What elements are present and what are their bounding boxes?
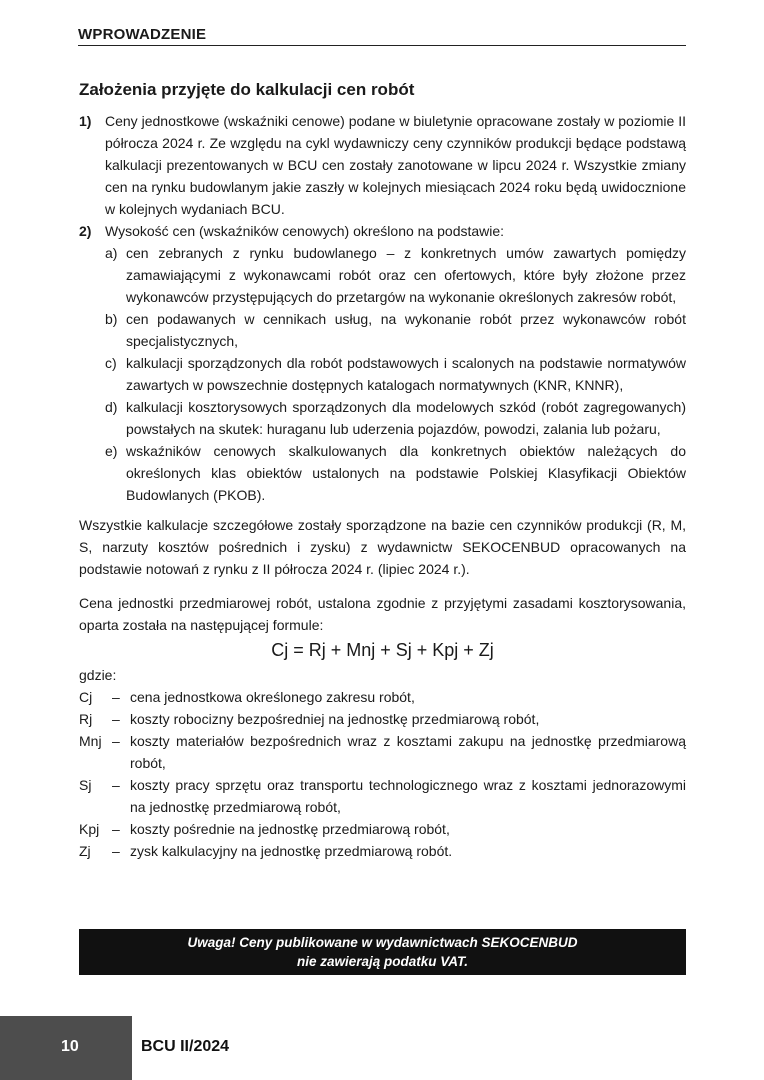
definition-text: koszty pracy sprzętu oraz transportu technologicznego wraz z kosztami jednorazowymi na jednostkę przedmiarową robót,: [130, 777, 686, 815]
section-title: Założenia przyjęte do kalkulacji cen robót: [79, 80, 415, 99]
definition-text: koszty materiałów bezpośrednich wraz z kosztami zakupu na jednostkę przedmiarową robót,: [130, 733, 686, 771]
definition-dash: –: [112, 843, 120, 859]
sublist-letter: d): [105, 399, 118, 415]
definition-dash: –: [112, 777, 120, 793]
definition-dash: –: [112, 689, 120, 705]
sublist-letter: b): [105, 311, 118, 327]
definition-text: zysk kalkulacyjny na jednostkę przedmiarową robót.: [130, 843, 453, 859]
list-item-2: [79, 220, 686, 242]
definition-text: koszty robocizny bezpośredniej na jednostkę przedmiarową robót,: [130, 711, 540, 727]
definition-text: koszty pośrednie na jednostkę przedmiarową robót,: [130, 821, 450, 837]
definition-symbol: Sj: [79, 777, 92, 793]
main-content: [79, 78, 686, 862]
sublist-letter: e): [105, 443, 118, 459]
sublist-text: wskaźników cenowych skalkulowanych dla konkretnych obiektów należących do określonych klas obiektów ustalonych na podstawie Polskiej Klasyfikacji Obiektów Budowlanych (PKOB).: [126, 443, 686, 503]
definition-rj: [79, 708, 686, 730]
definition-symbol: Zj: [79, 843, 91, 859]
definition-symbol: Mnj: [79, 733, 102, 749]
definition-symbol: Cj: [79, 689, 93, 705]
page-number: 10: [61, 1038, 79, 1055]
sublist-item-c: [105, 352, 686, 396]
sublist-item-b: [105, 308, 686, 352]
sublist-text: kalkulacji sporządzonych dla robót podstawowych i scalonych na podstawie normatywów zawartych w powszechnie dostępnych katalogach normatywnych (KNR, KNNR),: [126, 355, 686, 393]
running-header: WPROWADZENIE: [78, 26, 686, 46]
definition-sj: [79, 774, 686, 818]
vat-notice-line-2: nie zawierają podatku VAT.: [296, 954, 469, 969]
sublist-text: cen podawanych w cennikach usług, na wykonanie robót przez wykonawców robót specjalistycznych,: [126, 311, 686, 349]
list-text: Ceny jednostkowe (wskaźniki cenowe) podane w biuletynie opracowane zostały w poziomie II półrocza 2024 r. Ze względu na cykl wydawniczy ceny czynników produkcji będące podstawą kalkulacji prezentowanych w BCU cen zostały zanotowane w lipcu 2024 r. Wszystkie zmiany cen na rynku budowlanym jakie zaszły w kolejnych miesiącach 2024 roku będą uwidocznione w kolejnych wydaniach BCU.: [105, 113, 686, 217]
definition-kpj: [79, 818, 686, 840]
vat-notice-line-1: Uwaga! Ceny publikowane w wydawnictwach SEKOCENBUD: [187, 935, 578, 950]
sublist-letter: a): [105, 245, 118, 261]
sublist-text: cen zebranych z rynku budowlanego – z konkretnych umów zawartych pomiędzy zamawiającymi z wykonawcami robót oraz cen ofertowych, które były złożone przez wykonawców przystępujących do przetargów na wykonanie określonych zakresów robót,: [126, 245, 686, 305]
sublist-item-e: [105, 440, 686, 506]
definition-text: cena jednostkowa określonego zakresu robót,: [130, 689, 415, 705]
price-formula: Cj = Rj + Mnj + Sj + Kpj + Zj: [271, 640, 494, 660]
definition-dash: –: [112, 711, 120, 727]
list-item-1: [79, 110, 686, 220]
definition-symbol: Kpj: [79, 821, 100, 837]
vat-notice-box: [79, 929, 686, 975]
sublist-item-d: [105, 396, 686, 440]
definition-zj: [79, 840, 686, 862]
paragraph-calculations: Wszystkie kalkulacje szczegółowe zostały sporządzone na bazie cen czynników produkcji (R, M, S, narzuty kosztów pośrednich i zysku) z wydawnictw SEKOCENBUD opracowanych na podstawie notowań z rynku z II półrocza 2024 r. (lipiec 2024 r.).: [79, 517, 686, 577]
footer-publication-title: BCU II/2024: [141, 1038, 230, 1055]
definition-cj: [79, 686, 686, 708]
definition-dash: –: [112, 733, 120, 749]
sublist-text: kalkulacji kosztorysowych sporządzonych dla modelowych szkód (robót zagregowanych) powstałych na skutek: huraganu lub uderzenia pojazdów, powodzi, zalania lub pożaru,: [126, 399, 686, 437]
definition-dash: –: [112, 821, 120, 837]
sublist-letter: c): [105, 355, 117, 371]
paragraph-formula-intro: Cena jednostki przedmiarowej robót, ustalona zgodnie z przyjętymi zasadami kosztorysowania, oparta została na następującej formule:: [79, 595, 686, 633]
definition-mnj: [79, 730, 686, 774]
sublist-item-a: [105, 242, 686, 308]
list-number: 2): [79, 223, 92, 239]
list-number: 1): [79, 113, 92, 129]
where-label: gdzie:: [79, 667, 117, 683]
list-text: Wysokość cen (wskaźników cenowych) określono na podstawie:: [105, 223, 505, 239]
definition-symbol: Rj: [79, 711, 93, 727]
